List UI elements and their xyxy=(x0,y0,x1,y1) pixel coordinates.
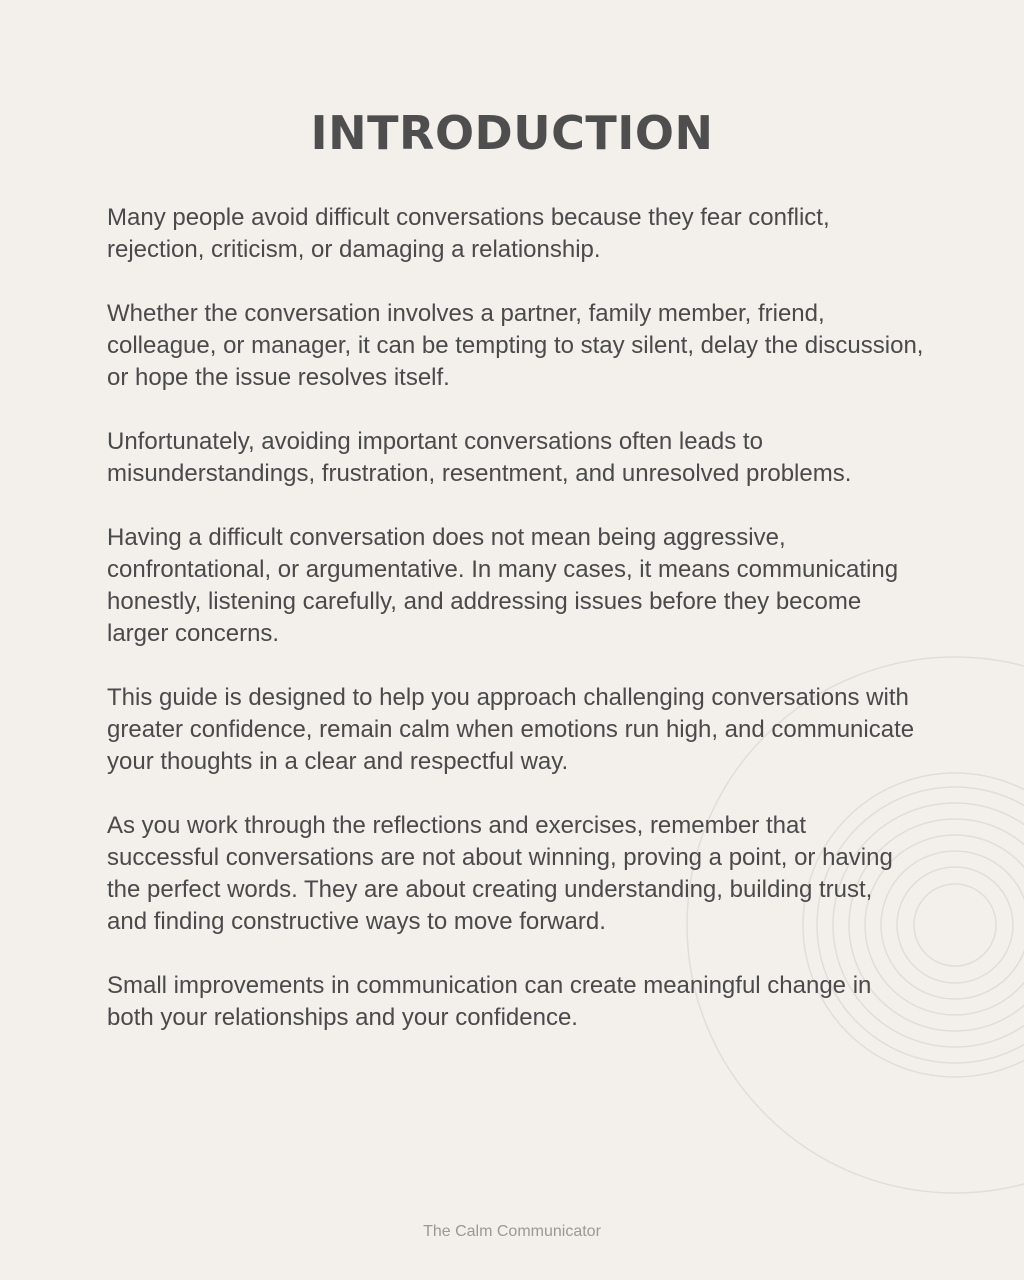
body-paragraph: This guide is designed to help you approach challenging conversations with greater confidence, remain calm when emotions run high, and communicate your thoughts in a clear and respectful way. xyxy=(107,684,915,775)
body-copy xyxy=(107,202,937,1066)
page-title: INTRODUCTION xyxy=(310,106,714,160)
footer-brand: The Calm Communicator xyxy=(423,1223,601,1240)
body-paragraph: As you work through the reflections and exercises, remember that successful conversations are not about winning, proving a point, or having the perfect words. They are about creating understanding, building trust, and finding constructive ways to move forward. xyxy=(107,812,893,935)
body-paragraph: Whether the conversation involves a partner, family member, friend, colleague, or manager, it can be tempting to stay silent, delay the discussion, or hope the issue resolves itself. xyxy=(107,300,924,391)
body-paragraph: Many people avoid difficult conversations because they fear conflict, rejection, criticism, or damaging a relationship. xyxy=(107,204,830,263)
body-paragraph: Small improvements in communication can create meaningful change in both your relationships and your confidence. xyxy=(107,972,872,1031)
body-paragraph: Having a difficult conversation does not mean being aggressive, confrontational, or argumentative. In many cases, it means communicating honestly, listening carefully, and addressing issues before they become larger concerns. xyxy=(107,524,899,647)
body-paragraph: Unfortunately, avoiding important conversations often leads to misunderstandings, frustration, resentment, and unresolved problems. xyxy=(107,428,852,487)
